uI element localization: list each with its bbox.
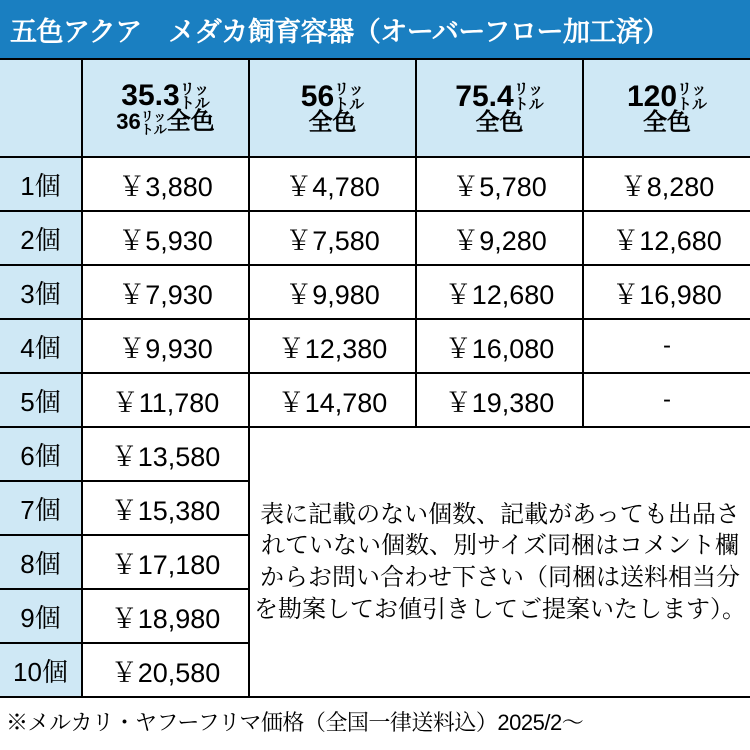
column-size-sub bbox=[417, 110, 582, 135]
column-header-56l bbox=[249, 59, 416, 157]
footer-note: ※メルカリ・ヤフーフリマ価格（全国一律送料込）2025/2〜 bbox=[6, 710, 584, 735]
table-row bbox=[0, 211, 750, 265]
price-cell: ￥5,930 bbox=[82, 211, 249, 265]
table-row bbox=[0, 265, 750, 319]
liter-unit: リッ トル bbox=[677, 81, 708, 113]
price-cell: ￥15,380 bbox=[82, 481, 249, 535]
liter-unit: リッ トル bbox=[179, 80, 210, 113]
price-cell: ￥3,880 bbox=[82, 157, 249, 211]
price-cell: ￥9,930 bbox=[82, 319, 249, 373]
price-cell: ￥16,080 bbox=[416, 319, 583, 373]
column-size-main: 120 リッ トル bbox=[626, 79, 708, 113]
table-row bbox=[0, 373, 750, 427]
price-cell: ￥18,980 bbox=[82, 589, 249, 643]
liter-unit: リッ トル bbox=[334, 81, 365, 113]
price-cell: ￥9,280 bbox=[416, 211, 583, 265]
price-cell: ￥12,680 bbox=[416, 265, 583, 319]
liter-unit-sub: リッ トル bbox=[140, 109, 167, 137]
row-quantity: 1個 bbox=[0, 157, 82, 211]
header-corner-cell bbox=[0, 59, 82, 157]
column-allcolor-label: 全色 bbox=[166, 108, 215, 136]
price-cell: ￥20,580 bbox=[82, 643, 249, 697]
column-size-sub bbox=[250, 110, 415, 135]
column-size-main: 56 リッ トル bbox=[300, 79, 365, 113]
title-bar bbox=[0, 0, 750, 58]
column-allcolor-label: 全色 bbox=[308, 109, 357, 137]
price-cell: ￥12,380 bbox=[249, 319, 416, 373]
page-title: 五色アクア メダカ飼育容器（オーバーフロー加工済） bbox=[10, 16, 669, 47]
price-table bbox=[0, 58, 750, 698]
row-quantity: 9個 bbox=[0, 589, 82, 643]
row-quantity: 3個 bbox=[0, 265, 82, 319]
column-header-35l bbox=[82, 59, 249, 157]
price-cell: ￥16,980 bbox=[583, 265, 750, 319]
row-quantity: 6個 bbox=[0, 427, 82, 481]
row-quantity: 7個 bbox=[0, 481, 82, 535]
liter-unit: リッ トル bbox=[513, 81, 544, 113]
note-text: 表に記載のない個数、記載があっても出品されていない個数、別サイズ同梱はコメント欄からお問い合わせ下さい（同梱は送料相当分を勘案してお値引きしてご提案いたします）。 bbox=[249, 427, 750, 697]
column-size-main: 35.3 リッ トル bbox=[121, 78, 210, 113]
column-size-sub bbox=[584, 110, 750, 135]
price-cell: ￥7,580 bbox=[249, 211, 416, 265]
price-cell: ￥4,780 bbox=[249, 157, 416, 211]
column-allcolor-label: 全色 bbox=[643, 109, 691, 137]
price-cell: ￥14,780 bbox=[249, 373, 416, 427]
row-quantity: 5個 bbox=[0, 373, 82, 427]
table-row bbox=[0, 427, 750, 481]
price-cell: ￥11,780 bbox=[82, 373, 249, 427]
price-cell: ￥8,280 bbox=[583, 157, 750, 211]
row-quantity: 10個 bbox=[0, 643, 82, 697]
price-cell: ￥5,780 bbox=[416, 157, 583, 211]
price-cell: ￥9,980 bbox=[249, 265, 416, 319]
price-cell: ￥12,680 bbox=[583, 211, 750, 265]
price-cell-empty: - bbox=[583, 373, 750, 427]
column-size-main: 75.4 リッ トル bbox=[455, 79, 544, 113]
price-cell: ￥17,180 bbox=[82, 535, 249, 589]
column-allcolor-label: 全色 bbox=[475, 109, 524, 137]
price-cell: ￥19,380 bbox=[416, 373, 583, 427]
price-cell: ￥7,930 bbox=[82, 265, 249, 319]
row-quantity: 8個 bbox=[0, 535, 82, 589]
row-quantity: 2個 bbox=[0, 211, 82, 265]
column-header-120l bbox=[583, 59, 750, 157]
price-cell: ￥13,580 bbox=[82, 427, 249, 481]
column-header-75l bbox=[416, 59, 583, 157]
table-header-row bbox=[0, 59, 750, 157]
price-cell-empty: - bbox=[583, 319, 750, 373]
table-row bbox=[0, 319, 750, 373]
column-size-sub: 36 リッ トル 全色 bbox=[116, 108, 215, 137]
table-row bbox=[0, 157, 750, 211]
row-quantity: 4個 bbox=[0, 319, 82, 373]
